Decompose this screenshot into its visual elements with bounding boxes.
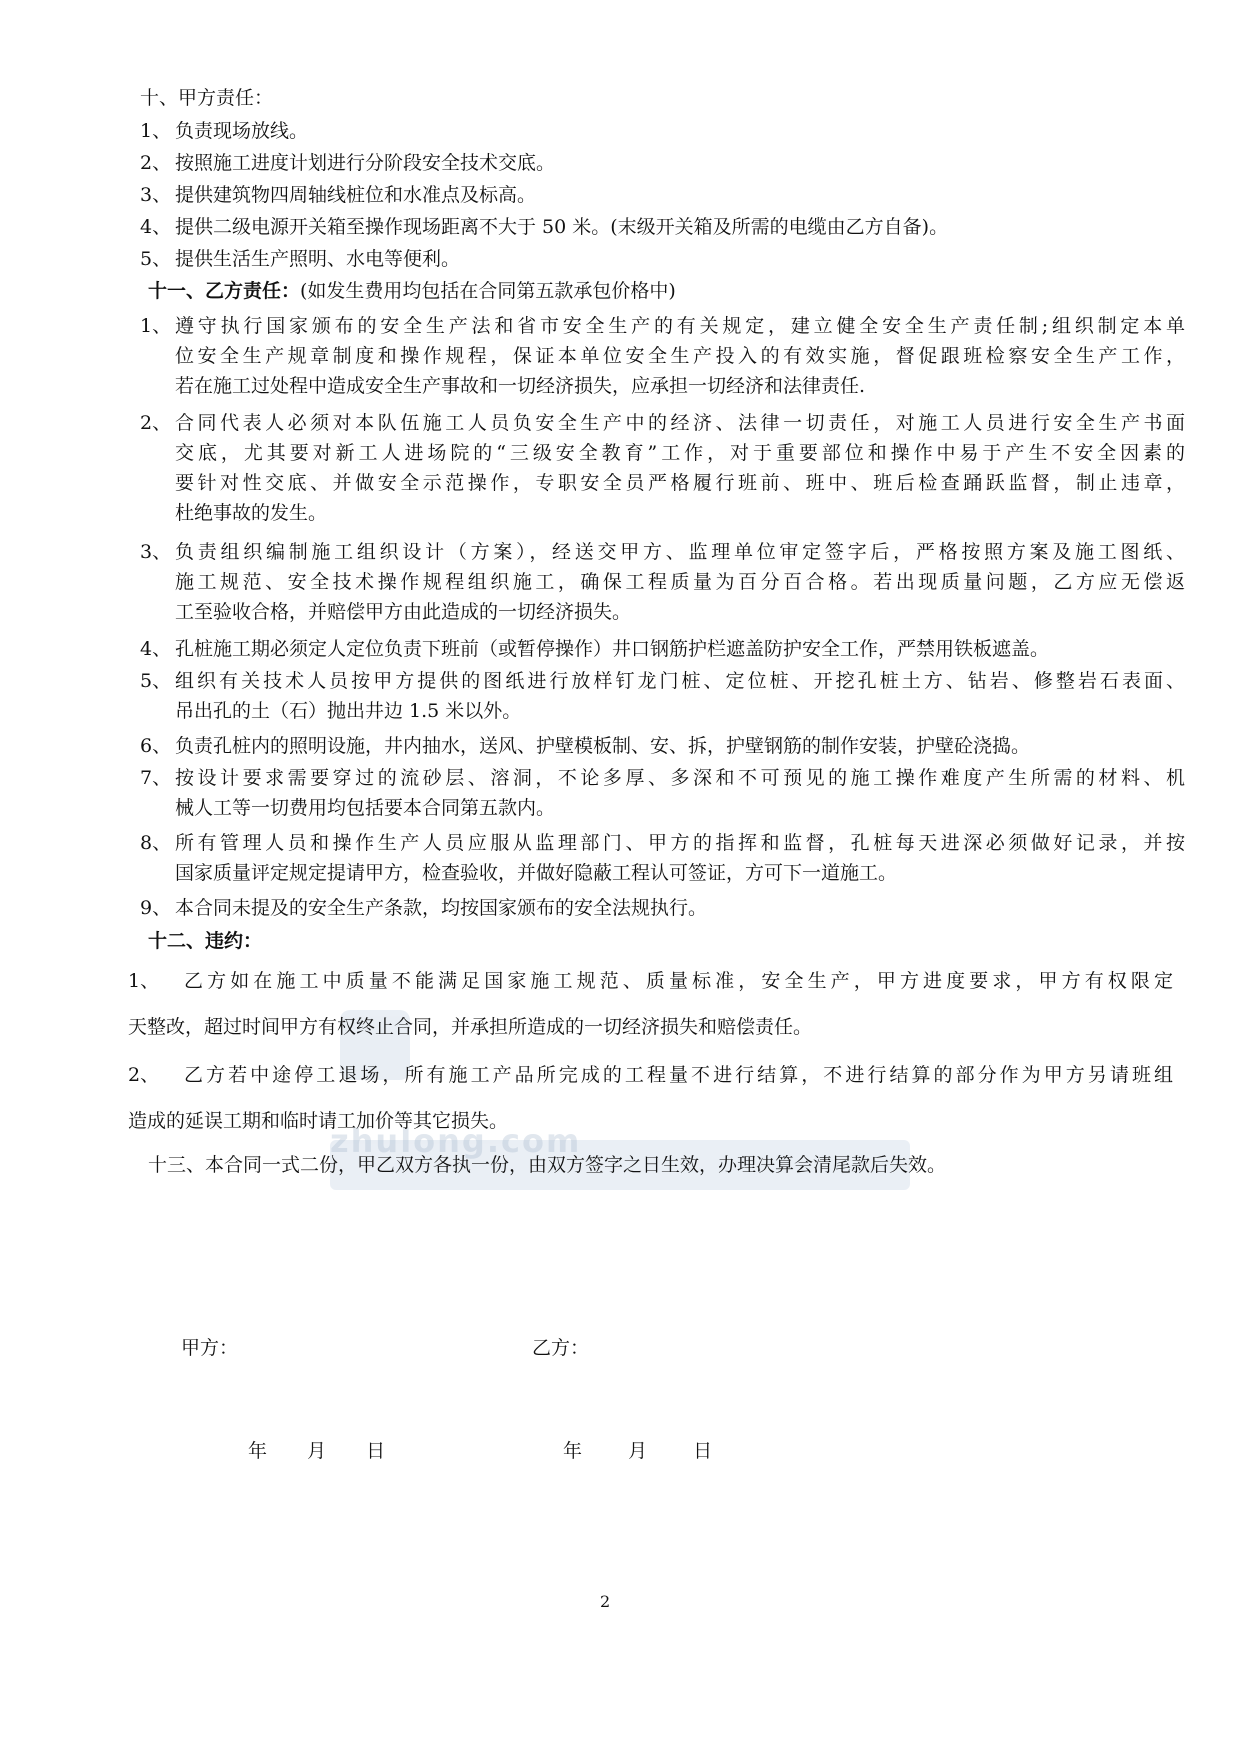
section-11-note: (如发生费用均包括在合同第五款承包价格中) (300, 280, 676, 302)
date-line-b: 年 月 日 (563, 1440, 713, 1462)
page-number: 2 (600, 1592, 611, 1611)
document-page: zhulong.com 十、甲方责任： 1、 负责现场放线。 2、 按照施工进度计划进行分阶段安全技术交底。 3、 提供建筑物四周轴线桩位和水准点及标高。 4、 提供二级电源开关箱至操作现场距离不大于 50 米。(末级开关箱及所需的电缆由乙方自备)。 5、 提供生活生产照明、水电等便利。 十一、乙方责任：(如发生费用均包括在合同第五款承包价格中) 1、 遵守执行国家颁布的安全生产法和省市安全生产的有关规定，建立健全安全生产责任制;组织制定本单 位安全生产规章制度和操作规程，保证本单位安全生产投入的有效实施，督促跟班检察安全生产工作， 若在施工过处程中造成安全生产事故和一切经济损失，应承担一切经济和法律责任. 2、 合同代表人必须对本队伍施工人员负安全生产中的经济、法律一切责任，对施工人员进行安全生产书面 交底，尤其要对新工人进场院的“三级安全教育”工作，对于重要部位和操作中易于产生不安全因素的 要针对性交底、并做安全示范操作，专职安全员严格履行班前、班中、班后检查踊跃监督，制止违章， 杜绝事故的发生。 3、 负责组织编制施工组织设计（方案），经送交甲方、监理单位审定签字后，严格按照方案及施工图纸、 施工规范、安全技术操作规程组织施工，确保工程质量为百分百合格。若出现质量问题，乙方应无偿返 工至验收合格，并赔偿甲方由此造成的一切经济损失。 4、 孔桩施工期必须定人定位负责下班前（或暂停操作）井口钢筋护栏遮盖防护安全工作，严禁用铁板遮盖。 5、 组织有关技术人员按甲方提供的图纸进行放样钉龙门桩、定位桩、开挖孔桩土方、钻岩、修整岩石表面、 吊出孔的土（石）抛出井边 1.5 米以外。 6、 负责孔桩内的照明设施，井内抽水，送风、护壁模板制、安、拆，护壁钢筋的制作安装，护壁砼浇捣。 7、 按设计要求需要穿过的流砂层、溶洞，不论多厚、多深和不可预见的施工操作难度产生所需的材料、机 械人工等一切费用均包括要本合同第五款内。 8、 所有管理人员和操作生产人员应服从监理部门、甲方的指挥和监督，孔桩每天进深必须做好记录，并按 国家质量评定规定提请甲方，检查验收，并做好隐蔽工程认可签证，方可下一道施工。 9、 本合同未提及的安全生产条款，均按国家颁布的安全法规执行。 十二、违约： 1、 乙方如在施工中质量不能满足国家施工规范、质量标准，安全生产，甲方进度要求，甲方有权限定 天整改，超过时间甲方有权终止合同，并承担所造成的一切经济损失和赔偿责任。 2、 乙方若中途停工退场，所有施工产品所完成的工程量不进行结算，不进行结算的部分作为甲方另请班组 造成的延误工期和临时请工加价等其它损失。 十三、本合同一式二份，甲乙双方各执一份，由双方签字之日生效，办理决算会清尾款后失效。 甲方： 乙方： 年 月 日 年 月 日 2 (0, 0, 1241, 1754)
party-b-label: 乙方： (532, 1337, 590, 1359)
section-11-heading (148, 276, 676, 306)
list-item: 2、 乙方若中途停工退场，所有施工产品所完成的工程量不进行结算，不进行结算的部分作为甲方另请班组 造成的延误工期和临时请工加价等其它损失。 (128, 1064, 1173, 1132)
watermark-text: zhulong.com (330, 1122, 582, 1160)
section-12-heading: 十二、违约： (148, 930, 263, 952)
section-13-text: 十三、本合同一式二份，甲乙双方各执一份，由双方签字之日生效，办理决算会清尾款后失效。 (148, 1154, 947, 1176)
section-11-title: 十一、乙方责任： (148, 280, 301, 302)
section-10-heading: 十、甲方责任： (140, 87, 274, 109)
party-a-label: 甲方： (181, 1337, 239, 1359)
list-item: 1、 乙方如在施工中质量不能满足国家施工规范、质量标准，安全生产，甲方进度要求，甲方有权限定 天整改，超过时间甲方有权终止合同，并承担所造成的一切经济损失和赔偿责任。 (128, 970, 1173, 1038)
date-line-a: 年 月 日 (248, 1440, 386, 1462)
